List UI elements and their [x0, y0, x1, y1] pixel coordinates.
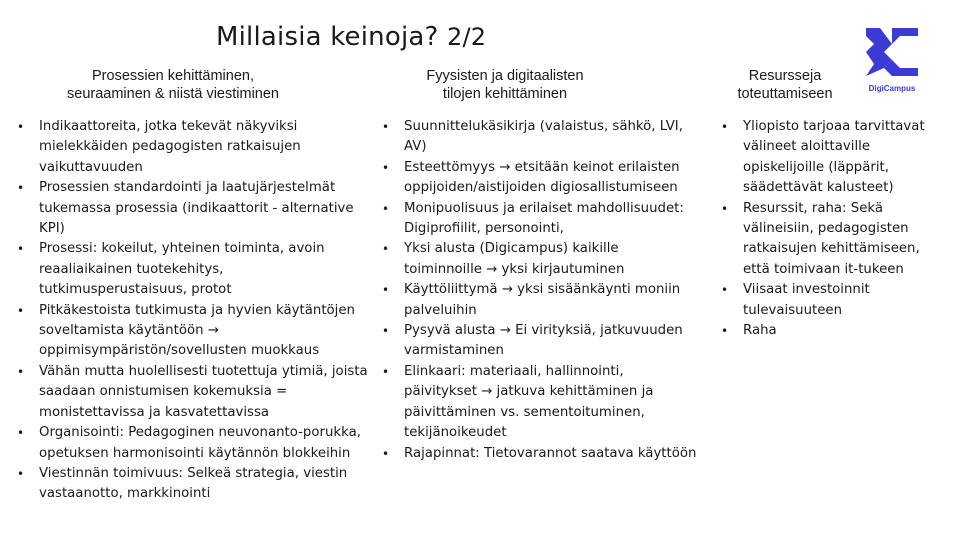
- list-item: • Pitkäkestoista tutkimusta ja hyvien käytäntöjen soveltamista käytäntöön → oppimisympäristön/sovellusten muokkaus: [17, 301, 369, 362]
- slide-title-main: Millaisia keinoja?: [216, 22, 439, 52]
- slide-title: [216, 22, 486, 52]
- list-item: • Viestinnän toimivuus: Selkeä strategia, viestin vastaanotto, markkinointi: [17, 464, 369, 505]
- bullet-list-resources: [721, 117, 936, 341]
- list-item: • Yksi alusta (Digicampus) kaikille toiminnoille → yksi kirjautuminen: [382, 239, 697, 280]
- logo-text: DigiCampus: [868, 84, 916, 93]
- list-item: • Suunnittelukäsikirja (valaistus, sähkö, LVI, AV): [382, 117, 697, 158]
- list-item: • Viisaat investoinnit tulevaisuuteen: [721, 280, 936, 321]
- list-item: • Yliopisto tarjoaa tarvittavat välineet aloittaville opiskelijoille (läppärit, säädettävät kalusteet): [721, 117, 936, 199]
- list-item: • Prosessi: kokeilut, yhteinen toiminta, avoin reaaliaikainen tuotekehitys, tutkimusperustaisuus, protot: [17, 239, 369, 300]
- list-item: • Resurssit, raha: Sekä välineisiin, pedagogisten ratkaisujen kehittämiseen, että toimivaan it-tukeen: [721, 199, 936, 281]
- column-heading-spaces: [360, 67, 650, 103]
- list-item: • Esteettömyys → etsitään keinot erilaisten oppijoiden/aistijoiden digiosallistumiseen: [382, 158, 697, 199]
- list-item: • Käyttöliittymä → yksi sisäänkäynti moniin palveluihin: [382, 280, 697, 321]
- heading-line: Prosessien kehittäminen,: [92, 68, 254, 84]
- heading-line: toteuttamiseen: [737, 86, 833, 102]
- slide-title-sub: 2/2: [447, 23, 487, 51]
- list-item: • Indikaattoreita, jotka tekevät näkyviksi mielekkäiden pedagogisten ratkaisujen vaikuttavuuden: [17, 117, 369, 178]
- list-item: • Rajapinnat: Tietovarannot saatava käyttöön: [382, 444, 697, 464]
- heading-line: Resursseja: [748, 68, 822, 84]
- column-heading-resources: [690, 67, 880, 103]
- list-item: • Elinkaari: materiaali, hallinnointi, päivitykset → jatkuva kehittäminen ja päivittäminen vs. sementoituminen, tekijänoikeudet: [382, 362, 697, 444]
- list-item: • Monipuolisuus ja erilaiset mahdollisuudet: Digiprofiilit, personointi,: [382, 199, 697, 240]
- heading-line: tilojen kehittäminen: [442, 86, 568, 102]
- list-item: • Raha: [721, 321, 936, 341]
- list-item: • Vähän mutta huolellisesti tuotettuja ytimiä, joista saadaan onnistumisen kokemuksia = monistettavissa ja kasvatettavissa: [17, 362, 369, 423]
- heading-line: seuraaminen & niistä viestiminen: [67, 86, 279, 102]
- list-item: • Prosessien standardointi ja laatujärjestelmät tukemassa prosessia (indikaattorit - alternative KPI): [17, 178, 369, 239]
- list-item: • Pysyvä alusta → Ei virityksiä, jatkuvuuden varmistaminen: [382, 321, 697, 362]
- heading-line: Fyysisten ja digitaalisten: [426, 68, 584, 84]
- column-heading-processes: [28, 67, 318, 103]
- bullet-list-spaces: [382, 117, 697, 464]
- bullet-list-processes: [17, 117, 369, 505]
- list-item: • Organisointi: Pedagoginen neuvonanto-porukka, opetuksen harmonisointi käytännön blokkeihin: [17, 423, 369, 464]
